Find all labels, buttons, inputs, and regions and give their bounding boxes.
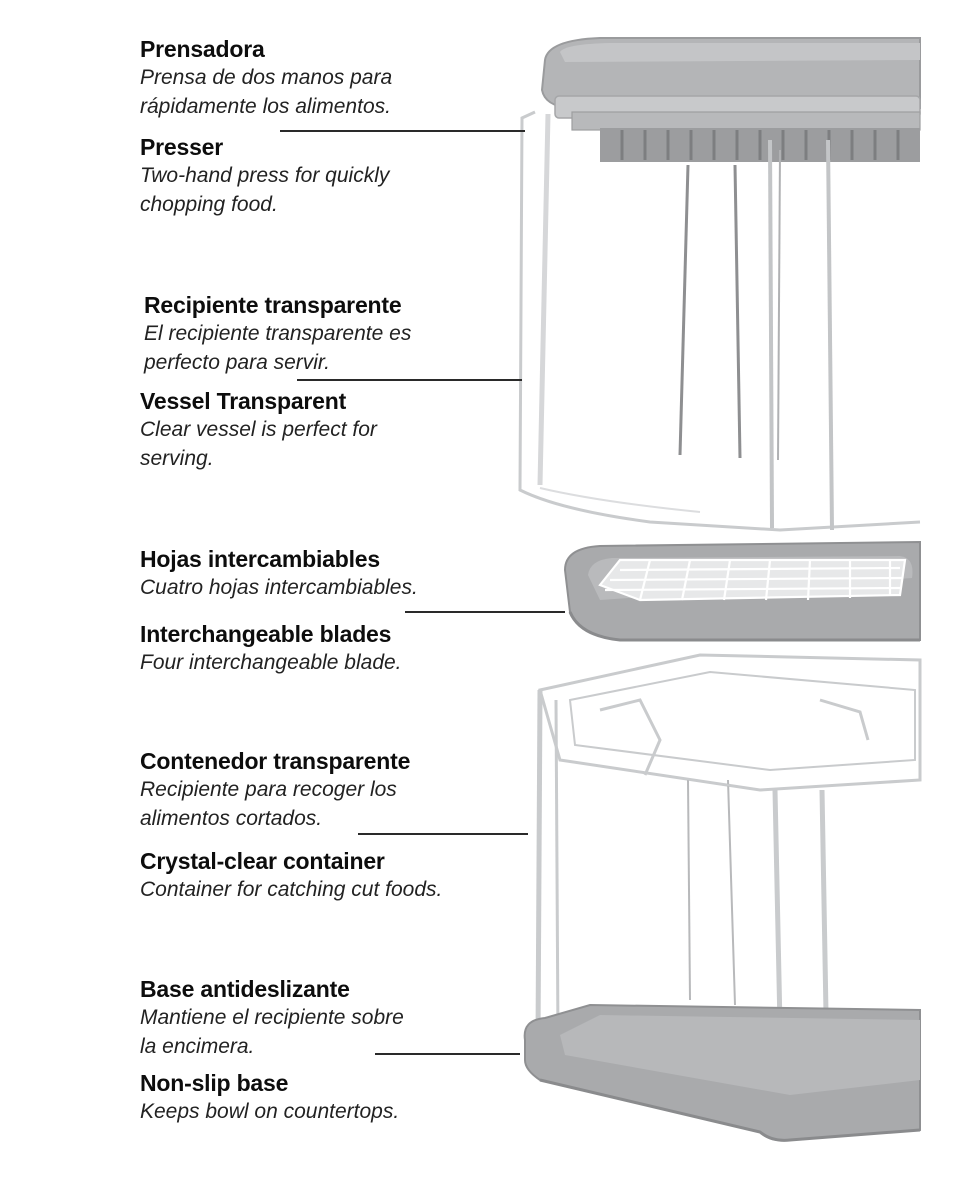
vessel-left-wall-inner [540,114,548,485]
feature-desc-es: Recipiente para recoger los alimentos cortados. [140,778,397,830]
feature-title-en: Presser [140,134,224,160]
blade-tray [565,542,920,640]
vessel-rod-3 [778,150,780,460]
container-left-wall-2 [556,700,558,1040]
blade-grid [600,560,905,600]
feature-desc-es: Cuatro hojas intercambiables. [140,576,418,599]
feature-vessel [144,291,524,377]
feature-container [140,747,520,833]
feature-container-en [140,847,540,904]
feature-desc-es: Mantiene el recipiente sobre la encimera. [140,1006,404,1058]
vessel-front-corner-2 [828,140,832,530]
vessel-bottom-edge [540,488,700,512]
feature-title-es: Recipiente transparente [144,292,402,318]
vessel-transparent [520,112,920,530]
feature-title-en: Crystal-clear container [140,848,385,874]
feature-title-es: Base antideslizante [140,976,350,1002]
feature-presser [140,35,520,121]
feature-blades [140,545,520,602]
feature-title-es: Hojas intercambiables [140,546,380,572]
presser-lid [542,38,920,162]
presser-grid-plate [572,112,920,130]
feature-title-es: Prensadora [140,36,265,62]
feature-title-en: Interchangeable blades [140,621,392,647]
feature-desc-en: Container for catching cut foods. [140,878,443,901]
feature-desc-es: El recipiente transparente es perfecto para servir. [144,322,412,374]
feature-desc-en: Two-hand press for quickly chopping food. [140,164,390,216]
feature-title-es: Contenedor transparente [140,748,411,774]
vessel-front-corner-1 [770,140,772,528]
feature-title-en: Vessel Transparent [140,388,347,414]
vessel-rod-1 [680,165,688,455]
feature-desc-es: Prensa de dos manos para rápidamente los alimentos. [140,66,393,118]
container-rod-1 [688,780,690,1000]
feature-presser-en [140,133,520,219]
container-rod-2 [728,780,735,1005]
leader-line-presser [280,130,525,132]
vessel-outline [520,112,920,530]
presser-lid-top-highlight [560,43,920,62]
container-handle-left [600,700,660,775]
feature-desc-en: Four interchangeable blade. [140,651,402,674]
feature-desc-en: Clear vessel is perfect for serving. [140,418,377,470]
feature-base-en [140,1069,520,1126]
leader-line-blades [405,611,565,613]
container-handle-right [820,700,868,740]
feature-vessel-en [140,387,520,473]
leader-line-container [358,833,528,835]
feature-desc-en: Keeps bowl on countertops. [140,1100,400,1123]
feature-title-en: Non-slip base [140,1070,289,1096]
leader-line-vessel [297,379,522,381]
feature-base [140,975,520,1061]
feature-blades-en [140,620,520,677]
non-slip-base [525,1005,920,1140]
vessel-rod-2 [735,165,740,458]
